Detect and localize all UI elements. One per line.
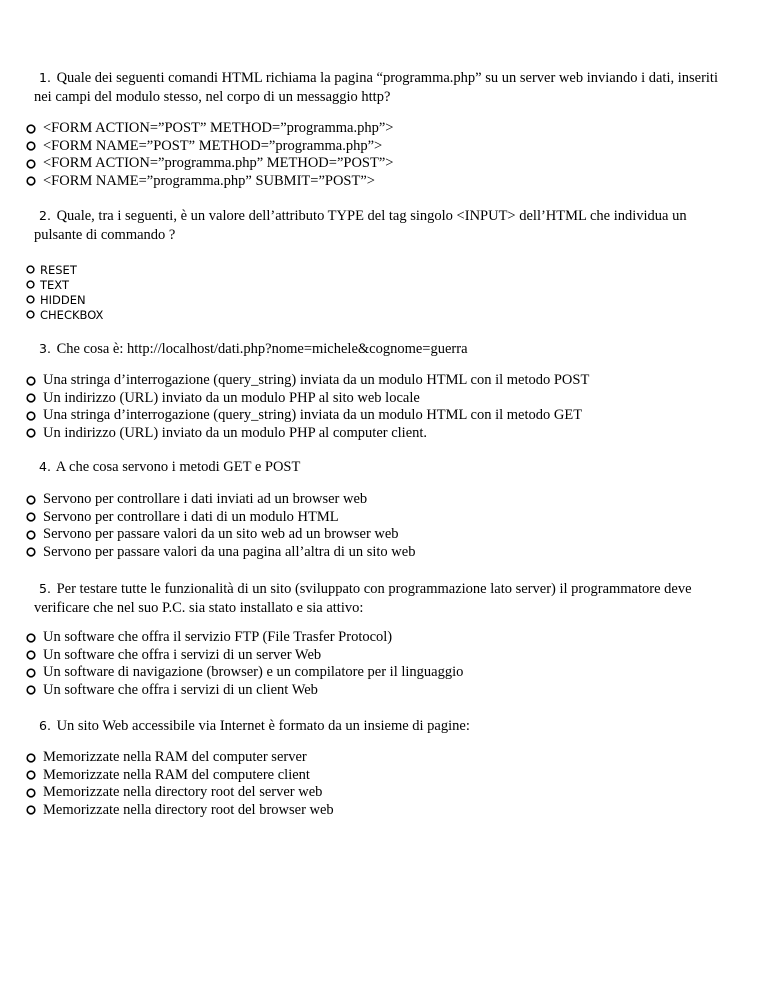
answer-options <box>26 262 103 322</box>
question-prompt: Quale, tra i seguenti, è un valore dell’attributo TYPE del tag singolo <INPUT> dell’HTML che individua un pulsante di commando ? <box>34 208 687 243</box>
answer-label: Servono per passare valori da una pagina all’altra di un sito web <box>43 543 416 560</box>
radio-circle-icon[interactable] <box>26 411 36 421</box>
answer-label: HIDDEN <box>40 292 86 307</box>
answer-option[interactable] <box>26 277 103 292</box>
radio-circle-icon[interactable] <box>26 495 36 505</box>
answer-option[interactable] <box>26 372 589 390</box>
radio-circle-icon[interactable] <box>26 376 36 386</box>
answer-label: Memorizzate nella RAM del computer server <box>43 749 307 766</box>
radio-circle-icon[interactable] <box>26 668 36 678</box>
radio-circle-icon[interactable] <box>26 633 36 643</box>
answer-options <box>26 372 589 442</box>
answer-option[interactable] <box>26 390 589 408</box>
question-5 <box>34 579 734 698</box>
answer-option[interactable] <box>26 120 393 138</box>
answer-option[interactable] <box>26 173 393 191</box>
question-number: 4. <box>39 459 51 474</box>
radio-circle-icon[interactable] <box>26 176 36 186</box>
answer-option[interactable] <box>26 544 415 562</box>
question-6 <box>34 716 734 818</box>
answer-option[interactable] <box>26 509 415 527</box>
answer-label: Memorizzate nella RAM del computere client <box>43 766 310 783</box>
answer-label: Servono per passare valori da un sito web ad un browser web <box>43 526 399 543</box>
question-number: 1. <box>39 70 51 85</box>
radio-circle-icon[interactable] <box>26 805 36 815</box>
answer-option[interactable] <box>26 664 463 682</box>
question-prompt: Quale dei seguenti comandi HTML richiama la pagina “programma.php” su un server web inviando i dati, inseriti nei campi del modulo stesso, nel corpo di un messaggio http? <box>34 70 718 105</box>
answer-label: CHECKBOX <box>40 307 104 322</box>
answer-option[interactable] <box>26 155 393 173</box>
question-text <box>34 457 734 477</box>
answer-label: Servono per controllare i dati di un modulo HTML <box>43 508 339 525</box>
question-text <box>34 206 734 245</box>
question-number: 3. <box>39 341 51 356</box>
question-1 <box>34 68 734 189</box>
question-prompt: A che cosa servono i metodi GET e POST <box>55 459 301 475</box>
answer-options <box>26 749 334 819</box>
question-text <box>34 68 734 107</box>
question-text <box>34 579 734 618</box>
question-prompt: Per testare tutte le funzionalità di un sito (sviluppato con programmazione lato server) il programmatore deve verificare che nel suo P.C. sia stato installato e sia attivo: <box>34 581 692 616</box>
answer-label: Una stringa d’interrogazione (query_string) inviata da un modulo HTML con il metodo POST <box>43 372 590 389</box>
answer-option[interactable] <box>26 307 103 322</box>
radio-circle-icon[interactable] <box>26 280 35 289</box>
answer-options <box>26 629 463 699</box>
radio-circle-icon[interactable] <box>26 265 35 274</box>
answer-label: Un software che offra i servizi di un server Web <box>43 646 322 663</box>
answer-option[interactable] <box>26 292 103 307</box>
radio-circle-icon[interactable] <box>26 124 36 134</box>
question-4 <box>34 457 734 560</box>
answer-option[interactable] <box>26 407 589 425</box>
answer-option[interactable] <box>26 682 463 700</box>
answer-option[interactable] <box>26 262 103 277</box>
answer-option[interactable] <box>26 629 463 647</box>
answer-label: <FORM NAME=”programma.php” SUBMIT=”POST”> <box>43 172 375 189</box>
radio-circle-icon[interactable] <box>26 770 36 780</box>
answer-label: <FORM ACTION=”programma.php” METHOD=”POST”> <box>43 155 394 172</box>
answer-option[interactable] <box>26 138 393 156</box>
answer-options <box>26 120 393 190</box>
radio-circle-icon[interactable] <box>26 428 36 438</box>
answer-option[interactable] <box>26 784 334 802</box>
radio-circle-icon[interactable] <box>26 753 36 763</box>
question-3 <box>34 339 734 441</box>
answer-option[interactable] <box>26 749 334 767</box>
answer-option[interactable] <box>26 526 415 544</box>
question-2 <box>34 206 734 322</box>
answer-option[interactable] <box>26 767 334 785</box>
answer-option[interactable] <box>26 425 589 443</box>
radio-circle-icon[interactable] <box>26 310 35 319</box>
question-prompt: Che cosa è: http://localhost/dati.php?nome=michele&cognome=guerra <box>56 341 468 357</box>
answer-label: Memorizzate nella directory root del server web <box>43 784 323 801</box>
answer-option[interactable] <box>26 491 415 509</box>
answer-label: <FORM ACTION=”POST” METHOD=”programma.php”> <box>43 120 394 137</box>
answer-option[interactable] <box>26 802 334 820</box>
radio-circle-icon[interactable] <box>26 393 36 403</box>
radio-circle-icon[interactable] <box>26 788 36 798</box>
answer-label: Un indirizzo (URL) inviato da un modulo PHP al sito web locale <box>43 389 420 406</box>
radio-circle-icon[interactable] <box>26 650 36 660</box>
question-number: 2. <box>39 208 51 223</box>
answer-label: Un software che offra il servizio FTP (File Trasfer Protocol) <box>43 629 393 646</box>
question-prompt: Un sito Web accessibile via Internet è formato da un insieme di pagine: <box>56 718 470 734</box>
answer-option[interactable] <box>26 647 463 665</box>
question-number: 5. <box>39 581 51 596</box>
radio-circle-icon[interactable] <box>26 685 36 695</box>
answer-label: Memorizzate nella directory root del browser web <box>43 801 334 818</box>
radio-circle-icon[interactable] <box>26 530 36 540</box>
question-number: 6. <box>39 718 51 733</box>
radio-circle-icon[interactable] <box>26 141 36 151</box>
radio-circle-icon[interactable] <box>26 512 36 522</box>
question-text <box>34 339 734 359</box>
question-text <box>34 716 734 736</box>
answer-label: Un software che offra i servizi di un client Web <box>43 681 318 698</box>
answer-label: Una stringa d’interrogazione (query_string) inviata da un modulo HTML con il metodo GET <box>43 407 583 424</box>
answer-options <box>26 491 415 561</box>
radio-circle-icon[interactable] <box>26 295 35 304</box>
radio-circle-icon[interactable] <box>26 547 36 557</box>
answer-label: <FORM NAME=”POST” METHOD=”programma.php”> <box>43 137 383 154</box>
radio-circle-icon[interactable] <box>26 159 36 169</box>
answer-label: Un indirizzo (URL) inviato da un modulo PHP al computer client. <box>43 424 428 441</box>
answer-label: Un software di navigazione (browser) e un compilatore per il linguaggio <box>43 664 464 681</box>
answer-label: TEXT <box>40 277 69 292</box>
answer-label: Servono per controllare i dati inviati ad un browser web <box>43 491 368 508</box>
answer-label: RESET <box>40 262 77 277</box>
